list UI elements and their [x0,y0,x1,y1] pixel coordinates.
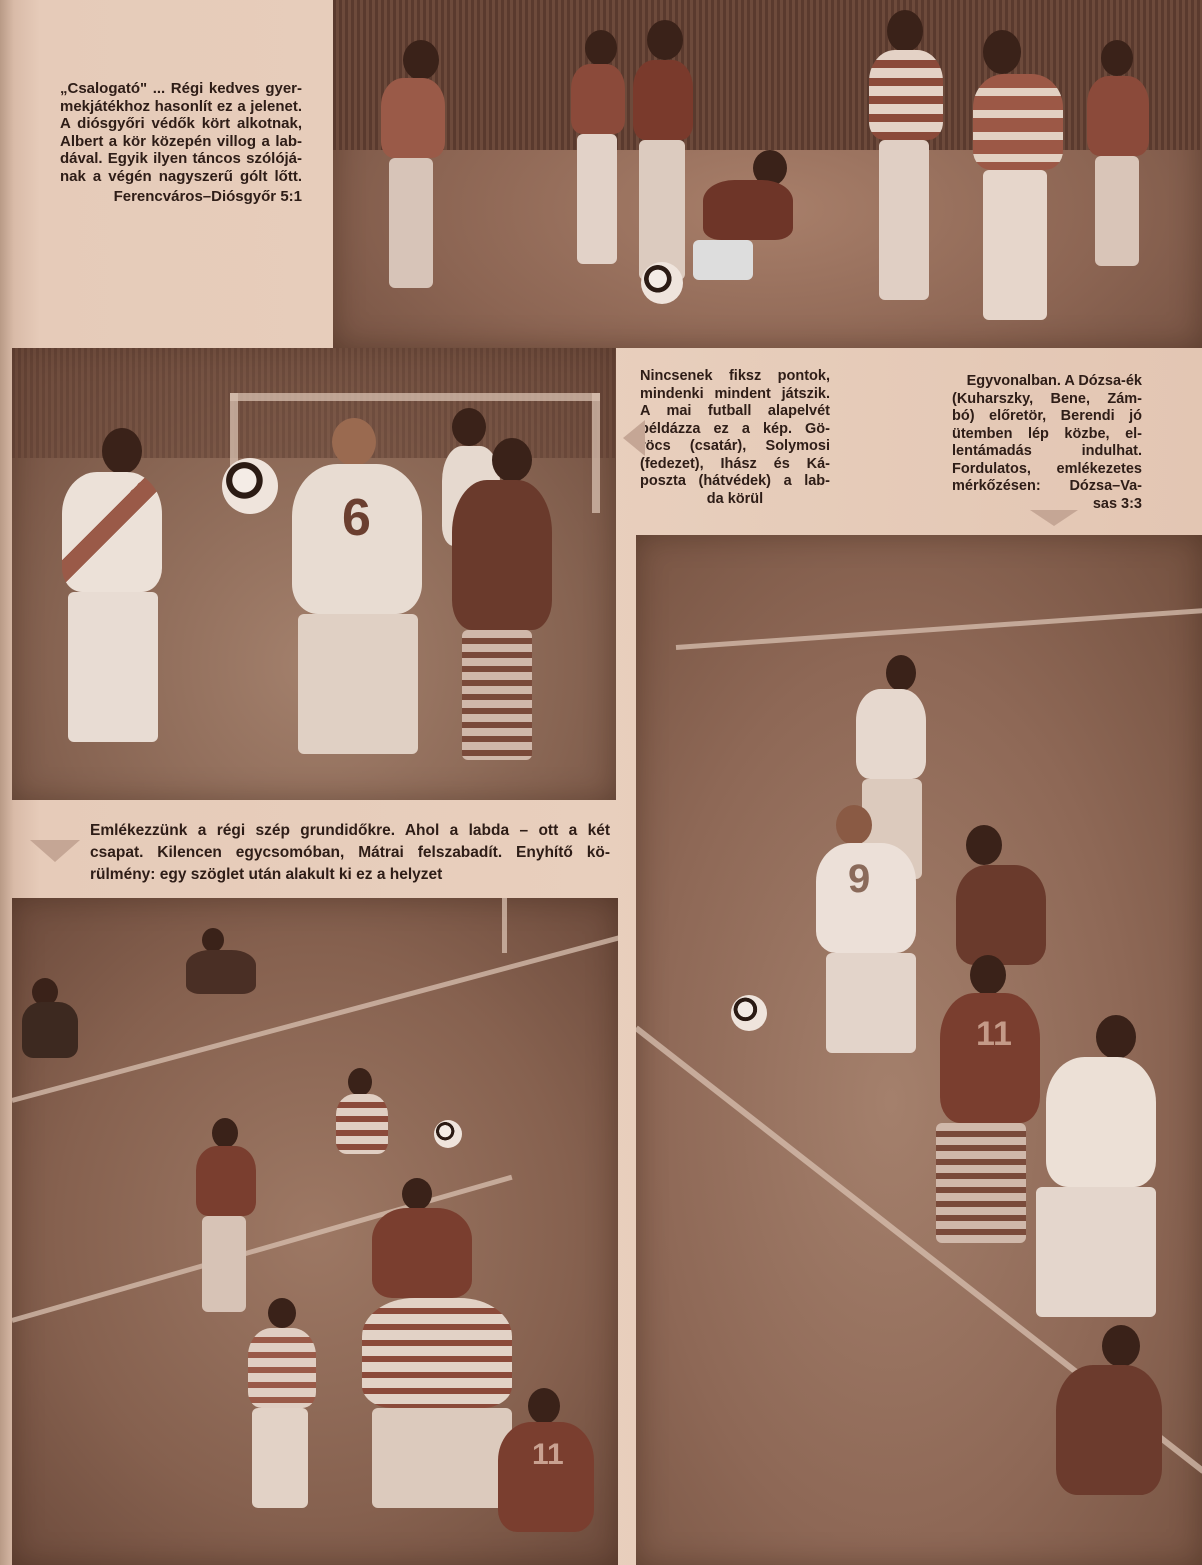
player-number-6 [272,418,442,758]
caption-top-line: „Csalogató" ... Régi kedves gyer- [60,80,302,97]
caption-right-line: Egyvonalban. A Dózsa-ék [966,373,1142,389]
caption-right [952,373,1142,513]
caption-bottom-line: Emlékezzünk a régi szép grundidőkre. Ahol a labda – ott a két [90,822,610,839]
player [1026,1015,1166,1335]
caption-right-line: ütemben lép közbe, el- [952,425,1142,442]
player [1046,1325,1166,1565]
arrow-down-icon [1030,510,1078,526]
caption-right-line: mérkőzésen: Dózsa–Va- [952,478,1142,494]
photo-2-no-fixed-positions [12,348,616,800]
caption-middle-line: röcs (csatár), Solymosi [640,438,830,454]
player [242,1298,322,1518]
player-number-9 [796,805,946,1065]
caption-middle-line: A mai futball alapelvét [640,403,830,419]
caption-top-match: Ferencváros–Diósgyőr 5:1 [113,188,302,205]
caption-middle-line: da körül [706,490,764,507]
caption-top-line: nak a végén nagyszerű gólt lőtt. [60,167,302,185]
player [693,150,803,290]
player [963,30,1073,330]
football [434,1120,462,1148]
player [863,10,953,310]
football [222,458,278,514]
football [641,262,683,304]
arrow-down-left-icon [30,840,80,862]
player [623,20,703,290]
jersey-number: 6 [342,489,371,547]
player-number-11 [492,1388,602,1565]
caption-bottom [90,820,610,886]
caption-middle-line: példázza ez a kép. Gö- [640,420,830,437]
caption-right-line: lentámadás indulhat. [952,443,1142,459]
caption-right-line: sas 3:3 [1092,495,1142,512]
photo-1-ferencvaros-diosgyor [333,0,1202,348]
caption-top-line: A diósgyőri védők kört alkotnak, [60,115,302,132]
football [731,995,767,1031]
photo-3-corner-scramble [12,898,618,1565]
caption-top-line: mekjátékhoz hasonlít ez a jelenet. [60,97,302,115]
player [192,1118,262,1318]
player-goalkeeper [432,438,562,768]
caption-right-line: Fordulatos, emlékezetes [952,460,1142,477]
jersey-number: 9 [848,857,871,901]
caption-middle-line: mindenki mindent játszik. [640,385,830,402]
caption-middle-line: Nincsenek fiksz pontok, [640,368,830,384]
caption-top-line: Albert a kör közepén villog a lab- [60,132,302,150]
photo-4-dozsa-vasas [636,535,1202,1565]
caption-bottom-line: csapat. Kilencen egycsomóban, Mátrai felszabadít. Enyhítő kö- [90,844,610,861]
caption-middle-line: (fedezet), Ihász és Ká- [640,455,830,472]
sitting-player [182,928,262,998]
player [1083,40,1153,270]
jersey-number: 11 [976,1015,1012,1053]
caption-bottom-line: rülmény: egy szöglet után alakult ki ez a helyzet [90,866,443,883]
caption-right-line: bó) előretör, Berendi jó [952,408,1142,424]
caption-right-line: (Kuharszky, Bene, Zám- [952,390,1142,407]
jersey-number: 11 [532,1438,564,1471]
caption-middle [640,368,830,508]
caption-middle-line: poszta (hátvédek) a lab- [640,473,830,489]
caption-top [60,80,302,185]
caption-top-line: dával. Egyik ilyen táncos szólójá- [60,150,302,167]
player [32,428,182,748]
player [363,40,453,300]
arrow-left-icon [623,420,645,456]
photographer [22,978,82,1058]
